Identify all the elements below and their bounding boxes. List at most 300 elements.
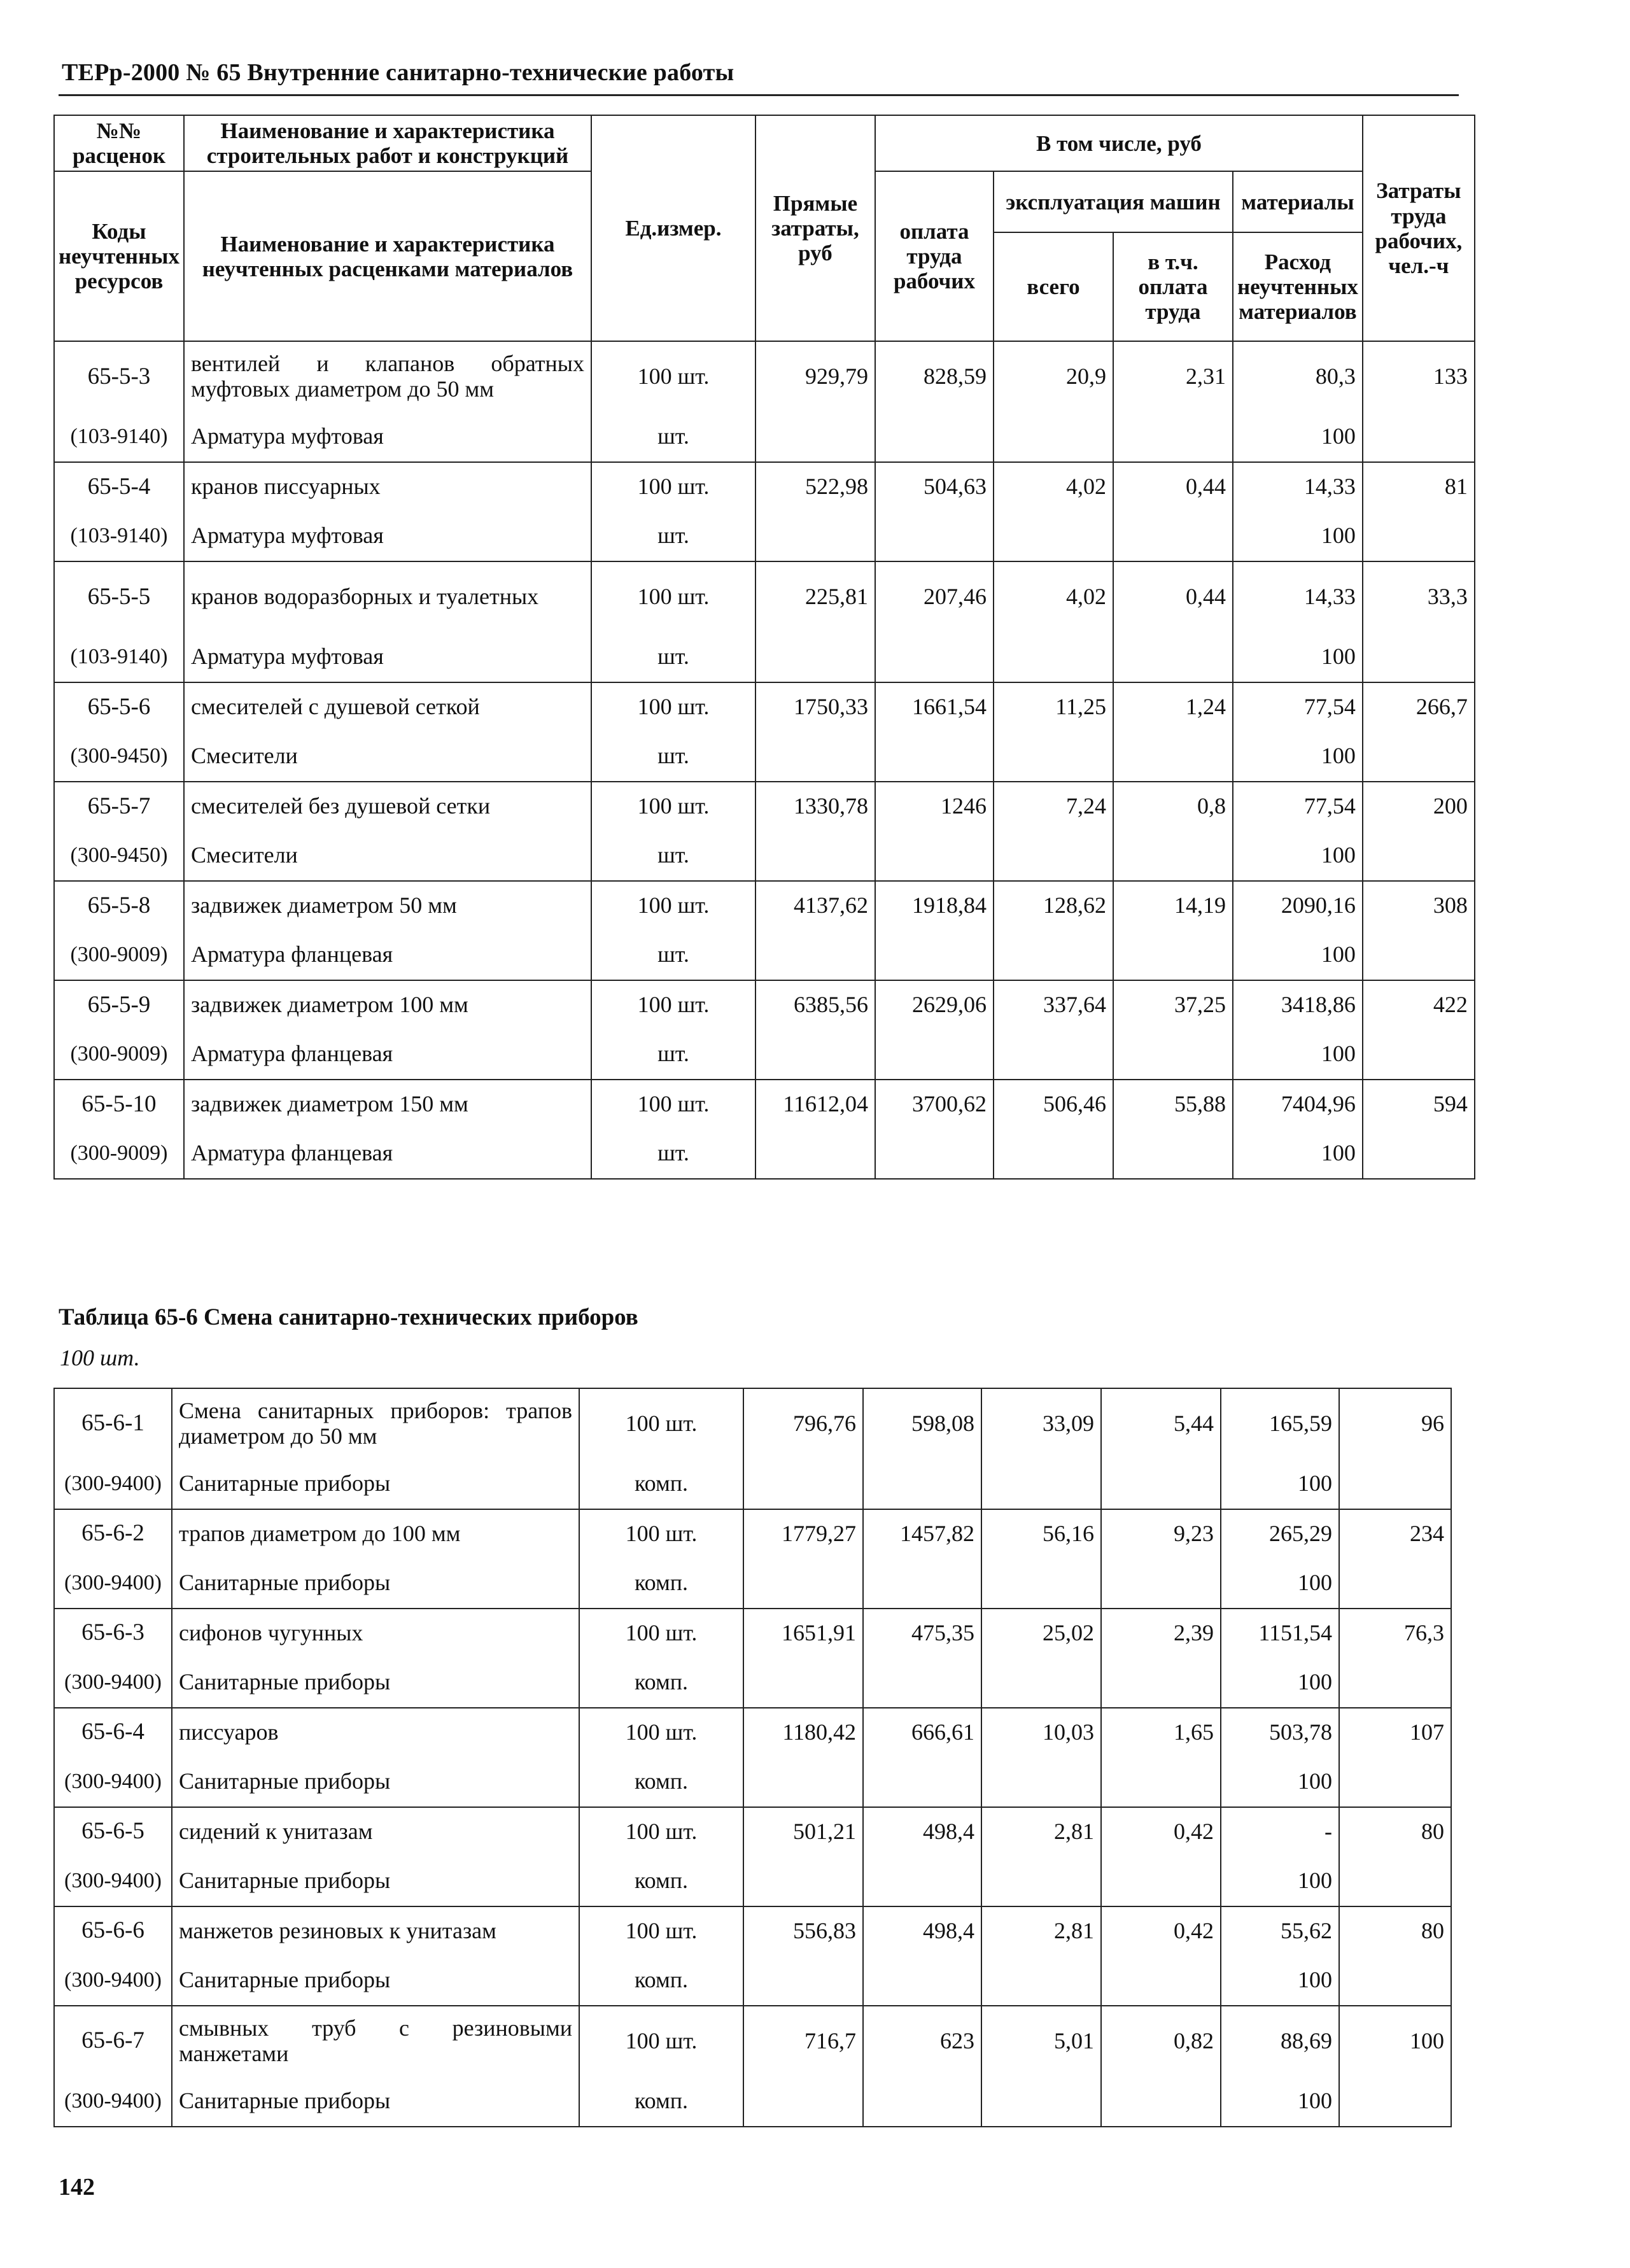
resource-unit: шт. <box>591 1128 755 1179</box>
empty-cell <box>1113 631 1233 682</box>
empty-cell <box>1101 1756 1221 1807</box>
resource-consumption: 100 <box>1233 830 1363 881</box>
header-resource-codes: Коды неучтенных ресурсов <box>54 171 184 341</box>
table-row <box>54 1509 1451 1558</box>
unit-cell: 100 шт. <box>579 1509 743 1558</box>
labor-hours-cell: 76,3 <box>1339 1609 1451 1657</box>
empty-cell <box>755 511 875 561</box>
table-row <box>54 462 1475 511</box>
work-description: трапов диаметром до 100 мм <box>172 1509 579 1558</box>
resource-code: (300-9450) <box>54 731 184 782</box>
resource-code: (300-9400) <box>54 1458 172 1509</box>
resource-consumption: 100 <box>1233 1128 1363 1179</box>
header-machine-total: всего <box>994 232 1113 341</box>
resource-name: Арматура фланцевая <box>184 1128 591 1179</box>
empty-cell <box>1101 1856 1221 1906</box>
resource-name: Санитарные приборы <box>172 1558 579 1609</box>
resource-name: Санитарные приборы <box>172 1955 579 2006</box>
empty-cell <box>863 1756 981 1807</box>
resource-consumption: 100 <box>1233 1029 1363 1080</box>
resource-name: Арматура муфтовая <box>184 411 591 462</box>
materials-cell: 1151,54 <box>1221 1609 1339 1657</box>
labor-hours-cell: 422 <box>1363 980 1475 1029</box>
empty-cell <box>875 631 994 682</box>
resource-row <box>54 1128 1475 1179</box>
empty-cell <box>1101 2076 1221 2127</box>
unit-cell: 100 шт. <box>579 2006 743 2076</box>
table-body <box>54 1388 1451 2127</box>
operator-pay-cell: 0,44 <box>1113 561 1233 631</box>
rate-code: 65-6-5 <box>54 1807 172 1856</box>
rate-code: 65-6-4 <box>54 1708 172 1756</box>
materials-cell: 7404,96 <box>1233 1080 1363 1128</box>
resource-code: (300-9400) <box>54 1955 172 2006</box>
empty-cell <box>875 731 994 782</box>
empty-cell <box>1113 929 1233 980</box>
operator-pay-cell: 55,88 <box>1113 1080 1233 1128</box>
resource-name: Смесители <box>184 731 591 782</box>
work-description: сифонов чугунных <box>172 1609 579 1657</box>
machine-total-cell: 5,01 <box>981 2006 1101 2076</box>
empty-cell <box>994 1128 1113 1179</box>
table-row <box>54 341 1475 411</box>
page-number: 142 <box>59 2174 95 2201</box>
labor-hours-cell: 308 <box>1363 881 1475 929</box>
table-row <box>54 782 1475 830</box>
labor-pay-cell: 1661,54 <box>875 682 994 731</box>
rate-code: 65-5-4 <box>54 462 184 511</box>
rate-code: 65-6-7 <box>54 2006 172 2076</box>
operator-pay-cell: 9,23 <box>1101 1509 1221 1558</box>
labor-hours-cell: 80 <box>1339 1807 1451 1856</box>
labor-pay-cell: 475,35 <box>863 1609 981 1657</box>
resource-unit: комп. <box>579 1458 743 1509</box>
empty-cell <box>743 2076 863 2127</box>
resource-row <box>54 1955 1451 2006</box>
empty-cell <box>1101 1657 1221 1708</box>
labor-hours-cell: 100 <box>1339 2006 1451 2076</box>
empty-cell <box>875 411 994 462</box>
table-row <box>54 980 1475 1029</box>
direct-costs-cell: 796,76 <box>743 1388 863 1458</box>
machine-total-cell: 337,64 <box>994 980 1113 1029</box>
resource-consumption: 100 <box>1221 1756 1339 1807</box>
machine-total-cell: 4,02 <box>994 561 1113 631</box>
rate-code: 65-5-8 <box>54 881 184 929</box>
resource-consumption: 100 <box>1221 1856 1339 1906</box>
unit-cell: 100 шт. <box>579 1906 743 1955</box>
empty-cell <box>755 731 875 782</box>
machine-total-cell: 128,62 <box>994 881 1113 929</box>
rate-code: 65-6-2 <box>54 1509 172 1558</box>
operator-pay-cell: 2,39 <box>1101 1609 1221 1657</box>
empty-cell <box>875 929 994 980</box>
empty-cell <box>743 1756 863 1807</box>
empty-cell <box>1101 1458 1221 1509</box>
table-row <box>54 682 1475 731</box>
machine-total-cell: 11,25 <box>994 682 1113 731</box>
empty-cell <box>1113 511 1233 561</box>
resource-code: (300-9400) <box>54 2076 172 2127</box>
rate-code: 65-5-7 <box>54 782 184 830</box>
direct-costs-cell: 556,83 <box>743 1906 863 1955</box>
empty-cell <box>755 929 875 980</box>
work-description: сидений к унитазам <box>172 1807 579 1856</box>
empty-cell <box>863 1657 981 1708</box>
unit-cell: 100 шт. <box>579 1609 743 1657</box>
labor-pay-cell: 2629,06 <box>875 980 994 1029</box>
rates-table-65-5 <box>53 115 1475 1180</box>
machine-total-cell: 4,02 <box>994 462 1113 511</box>
resource-unit: комп. <box>579 1756 743 1807</box>
labor-pay-cell: 3700,62 <box>875 1080 994 1128</box>
rate-code: 65-6-6 <box>54 1906 172 1955</box>
work-description: Смена санитарных приборов: трапов диаметром до 50 мм <box>172 1388 579 1458</box>
empty-cell <box>981 1856 1101 1906</box>
operator-pay-cell: 1,24 <box>1113 682 1233 731</box>
operator-pay-cell: 5,44 <box>1101 1388 1221 1458</box>
rate-code: 65-5-10 <box>54 1080 184 1128</box>
header-operator-pay: в т.ч. оплата труда <box>1113 232 1233 341</box>
empty-cell <box>1363 830 1475 881</box>
rates-table-65-6 <box>53 1388 1452 2127</box>
empty-cell <box>1363 1128 1475 1179</box>
empty-cell <box>875 511 994 561</box>
resource-row <box>54 631 1475 682</box>
empty-cell <box>1363 929 1475 980</box>
empty-cell <box>863 1558 981 1609</box>
empty-cell <box>1339 2076 1451 2127</box>
labor-hours-cell: 80 <box>1339 1906 1451 1955</box>
resource-row <box>54 2076 1451 2127</box>
resource-name: Арматура фланцевая <box>184 929 591 980</box>
header-labor-hours: Затраты труда рабочих, чел.-ч <box>1363 115 1475 341</box>
labor-pay-cell: 498,4 <box>863 1807 981 1856</box>
labor-pay-cell: 598,08 <box>863 1388 981 1458</box>
empty-cell <box>1363 731 1475 782</box>
labor-pay-cell: 504,63 <box>875 462 994 511</box>
resource-name: Санитарные приборы <box>172 1756 579 1807</box>
unit-cell: 100 шт. <box>591 980 755 1029</box>
empty-cell <box>1363 631 1475 682</box>
work-description: задвижек диаметром 50 мм <box>184 881 591 929</box>
labor-hours-cell: 266,7 <box>1363 682 1475 731</box>
materials-cell: - <box>1221 1807 1339 1856</box>
empty-cell <box>994 1029 1113 1080</box>
materials-cell: 14,33 <box>1233 462 1363 511</box>
resource-name: Санитарные приборы <box>172 1856 579 1906</box>
direct-costs-cell: 716,7 <box>743 2006 863 2076</box>
header-machine-use: эксплуатация машин <box>994 171 1233 232</box>
table-65-6-unit: 100 шт. <box>60 1345 140 1370</box>
empty-cell <box>755 830 875 881</box>
machine-total-cell: 10,03 <box>981 1708 1101 1756</box>
labor-pay-cell: 666,61 <box>863 1708 981 1756</box>
rate-code: 65-5-3 <box>54 341 184 411</box>
empty-cell <box>743 1657 863 1708</box>
unit-cell: 100 шт. <box>591 462 755 511</box>
resource-unit: шт. <box>591 731 755 782</box>
empty-cell <box>981 1955 1101 2006</box>
unit-cell: 100 шт. <box>591 682 755 731</box>
header-including: В том числе, руб <box>875 115 1363 171</box>
header-direct-costs: Прямые затраты, руб <box>755 115 875 341</box>
empty-cell <box>755 631 875 682</box>
resource-row <box>54 1558 1451 1609</box>
direct-costs-cell: 1779,27 <box>743 1509 863 1558</box>
empty-cell <box>1113 731 1233 782</box>
work-description: вентилей и клапанов обратных муфтовых диаметром до 50 мм <box>184 341 591 411</box>
empty-cell <box>1101 1955 1221 2006</box>
materials-cell: 165,59 <box>1221 1388 1339 1458</box>
empty-cell <box>863 1458 981 1509</box>
direct-costs-cell: 11612,04 <box>755 1080 875 1128</box>
empty-cell <box>1101 1558 1221 1609</box>
machine-total-cell: 2,81 <box>981 1906 1101 1955</box>
labor-pay-cell: 1457,82 <box>863 1509 981 1558</box>
resource-consumption: 100 <box>1233 731 1363 782</box>
resource-code: (300-9400) <box>54 1856 172 1906</box>
empty-cell <box>875 1128 994 1179</box>
resource-unit: шт. <box>591 411 755 462</box>
empty-cell <box>863 1856 981 1906</box>
empty-cell <box>994 631 1113 682</box>
labor-pay-cell: 498,4 <box>863 1906 981 1955</box>
resource-name: Санитарные приборы <box>172 1657 579 1708</box>
machine-total-cell: 56,16 <box>981 1509 1101 1558</box>
empty-cell <box>1113 830 1233 881</box>
machine-total-cell: 25,02 <box>981 1609 1101 1657</box>
empty-cell <box>1363 1029 1475 1080</box>
resource-unit: комп. <box>579 2076 743 2127</box>
labor-pay-cell: 623 <box>863 2006 981 2076</box>
resource-code: (300-9450) <box>54 830 184 881</box>
header-rule <box>59 94 1459 96</box>
resource-row <box>54 731 1475 782</box>
empty-cell <box>755 1128 875 1179</box>
direct-costs-cell: 1651,91 <box>743 1609 863 1657</box>
resource-consumption: 100 <box>1221 1458 1339 1509</box>
table-row <box>54 2006 1451 2076</box>
work-description: задвижек диаметром 100 мм <box>184 980 591 1029</box>
table-row <box>54 561 1475 631</box>
work-description: кранов водоразборных и туалетных <box>184 561 591 631</box>
empty-cell <box>1363 411 1475 462</box>
table-row <box>54 1388 1451 1458</box>
header-labor-pay: оплата труда рабочих <box>875 171 994 341</box>
resource-consumption: 100 <box>1221 1657 1339 1708</box>
empty-cell <box>1363 511 1475 561</box>
resource-consumption: 100 <box>1233 929 1363 980</box>
labor-hours-cell: 96 <box>1339 1388 1451 1458</box>
empty-cell <box>1113 1128 1233 1179</box>
resource-unit: шт. <box>591 631 755 682</box>
header-material-consumption: Расход неучтенных материалов <box>1233 232 1363 341</box>
resource-name: Санитарные приборы <box>172 2076 579 2127</box>
labor-pay-cell: 1246 <box>875 782 994 830</box>
materials-cell: 265,29 <box>1221 1509 1339 1558</box>
empty-cell <box>1339 1955 1451 2006</box>
table-row <box>54 1906 1451 1955</box>
direct-costs-cell: 225,81 <box>755 561 875 631</box>
resource-code: (103-9140) <box>54 411 184 462</box>
resource-unit: комп. <box>579 1558 743 1609</box>
empty-cell <box>1339 1657 1451 1708</box>
materials-cell: 77,54 <box>1233 782 1363 830</box>
unit-cell: 100 шт. <box>591 1080 755 1128</box>
empty-cell <box>1339 1756 1451 1807</box>
rate-code: 65-5-6 <box>54 682 184 731</box>
rate-code: 65-6-1 <box>54 1388 172 1458</box>
empty-cell <box>1113 411 1233 462</box>
empty-cell <box>981 2076 1101 2127</box>
resource-code: (103-9140) <box>54 511 184 561</box>
header-unit: Ед.измер. <box>591 115 755 341</box>
table-row <box>54 1080 1475 1128</box>
labor-pay-cell: 1918,84 <box>875 881 994 929</box>
labor-hours-cell: 594 <box>1363 1080 1475 1128</box>
running-header: ТЕРр-2000 № 65 Внутренние санитарно-технические работы <box>62 59 734 86</box>
direct-costs-cell: 1330,78 <box>755 782 875 830</box>
direct-costs-cell: 522,98 <box>755 462 875 511</box>
resource-code: (300-9400) <box>54 1558 172 1609</box>
resource-unit: комп. <box>579 1955 743 2006</box>
work-description: кранов писсуарных <box>184 462 591 511</box>
direct-costs-cell: 1180,42 <box>743 1708 863 1756</box>
resource-unit: комп. <box>579 1657 743 1708</box>
header-rate-no: №№ расценок <box>54 115 184 171</box>
table-row <box>54 1807 1451 1856</box>
empty-cell <box>1339 1856 1451 1906</box>
resource-row <box>54 1029 1475 1080</box>
resource-consumption: 100 <box>1221 1955 1339 2006</box>
resource-row <box>54 511 1475 561</box>
empty-cell <box>994 929 1113 980</box>
labor-pay-cell: 207,46 <box>875 561 994 631</box>
empty-cell <box>743 1955 863 2006</box>
resource-code: (300-9400) <box>54 1756 172 1807</box>
resource-code: (300-9009) <box>54 1128 184 1179</box>
empty-cell <box>981 1657 1101 1708</box>
resource-consumption: 100 <box>1233 411 1363 462</box>
operator-pay-cell: 0,42 <box>1101 1807 1221 1856</box>
labor-pay-cell: 828,59 <box>875 341 994 411</box>
work-description: манжетов резиновых к унитазам <box>172 1906 579 1955</box>
resource-row <box>54 1756 1451 1807</box>
materials-cell: 55,62 <box>1221 1906 1339 1955</box>
resource-consumption: 100 <box>1233 631 1363 682</box>
empty-cell <box>981 1558 1101 1609</box>
resource-name: Смесители <box>184 830 591 881</box>
work-description: задвижек диаметром 150 мм <box>184 1080 591 1128</box>
empty-cell <box>755 1029 875 1080</box>
operator-pay-cell: 37,25 <box>1113 980 1233 1029</box>
empty-cell <box>743 1458 863 1509</box>
operator-pay-cell: 2,31 <box>1113 341 1233 411</box>
operator-pay-cell: 0,44 <box>1113 462 1233 511</box>
unit-cell: 100 шт. <box>591 341 755 411</box>
empty-cell <box>994 511 1113 561</box>
resource-unit: шт. <box>591 511 755 561</box>
header-materials: материалы <box>1233 171 1363 232</box>
unit-cell: 100 шт. <box>591 881 755 929</box>
direct-costs-cell: 501,21 <box>743 1807 863 1856</box>
materials-cell: 88,69 <box>1221 2006 1339 2076</box>
machine-total-cell: 506,46 <box>994 1080 1113 1128</box>
materials-cell: 80,3 <box>1233 341 1363 411</box>
empty-cell <box>994 411 1113 462</box>
header-work-name: Наименование и характеристика строительных работ и конструкций <box>184 115 591 171</box>
work-description: смывных труб с резиновыми манжетами <box>172 2006 579 2076</box>
table-row <box>54 881 1475 929</box>
direct-costs-cell: 4137,62 <box>755 881 875 929</box>
resource-code: (300-9009) <box>54 929 184 980</box>
empty-cell <box>863 1955 981 2006</box>
resource-name: Арматура фланцевая <box>184 1029 591 1080</box>
table-row <box>54 1708 1451 1756</box>
resource-consumption: 100 <box>1221 2076 1339 2127</box>
operator-pay-cell: 0,8 <box>1113 782 1233 830</box>
empty-cell <box>981 1756 1101 1807</box>
resource-unit: шт. <box>591 929 755 980</box>
resource-code: (103-9140) <box>54 631 184 682</box>
labor-hours-cell: 107 <box>1339 1708 1451 1756</box>
machine-total-cell: 2,81 <box>981 1807 1101 1856</box>
operator-pay-cell: 1,65 <box>1101 1708 1221 1756</box>
resource-name: Санитарные приборы <box>172 1458 579 1509</box>
direct-costs-cell: 6385,56 <box>755 980 875 1029</box>
machine-total-cell: 7,24 <box>994 782 1113 830</box>
header-material-name: Наименование и характеристика неучтенных расценками материалов <box>184 171 591 341</box>
resource-consumption: 100 <box>1233 511 1363 561</box>
labor-hours-cell: 133 <box>1363 341 1475 411</box>
resource-name: Арматура муфтовая <box>184 631 591 682</box>
materials-cell: 503,78 <box>1221 1708 1339 1756</box>
labor-hours-cell: 200 <box>1363 782 1475 830</box>
empty-cell <box>994 731 1113 782</box>
table-body <box>54 341 1475 1179</box>
empty-cell <box>875 830 994 881</box>
materials-cell: 14,33 <box>1233 561 1363 631</box>
resource-row <box>54 411 1475 462</box>
resource-code: (300-9009) <box>54 1029 184 1080</box>
resource-name: Арматура муфтовая <box>184 511 591 561</box>
resource-row <box>54 929 1475 980</box>
table-65-6-caption: Таблица 65-6 Смена санитарно-технических приборов <box>59 1304 638 1330</box>
resource-row <box>54 830 1475 881</box>
empty-cell <box>994 830 1113 881</box>
direct-costs-cell: 929,79 <box>755 341 875 411</box>
empty-cell <box>875 1029 994 1080</box>
labor-hours-cell: 81 <box>1363 462 1475 511</box>
labor-hours-cell: 33,3 <box>1363 561 1475 631</box>
empty-cell <box>1339 1458 1451 1509</box>
resource-row <box>54 1657 1451 1708</box>
resource-code: (300-9400) <box>54 1657 172 1708</box>
resource-consumption: 100 <box>1221 1558 1339 1609</box>
work-description: смесителей с душевой сеткой <box>184 682 591 731</box>
materials-cell: 2090,16 <box>1233 881 1363 929</box>
empty-cell <box>743 1856 863 1906</box>
machine-total-cell: 20,9 <box>994 341 1113 411</box>
unit-cell: 100 шт. <box>579 1388 743 1458</box>
operator-pay-cell: 0,82 <box>1101 2006 1221 2076</box>
materials-cell: 77,54 <box>1233 682 1363 731</box>
empty-cell <box>1339 1558 1451 1609</box>
rate-code: 65-5-9 <box>54 980 184 1029</box>
machine-total-cell: 33,09 <box>981 1388 1101 1458</box>
resource-row <box>54 1458 1451 1509</box>
